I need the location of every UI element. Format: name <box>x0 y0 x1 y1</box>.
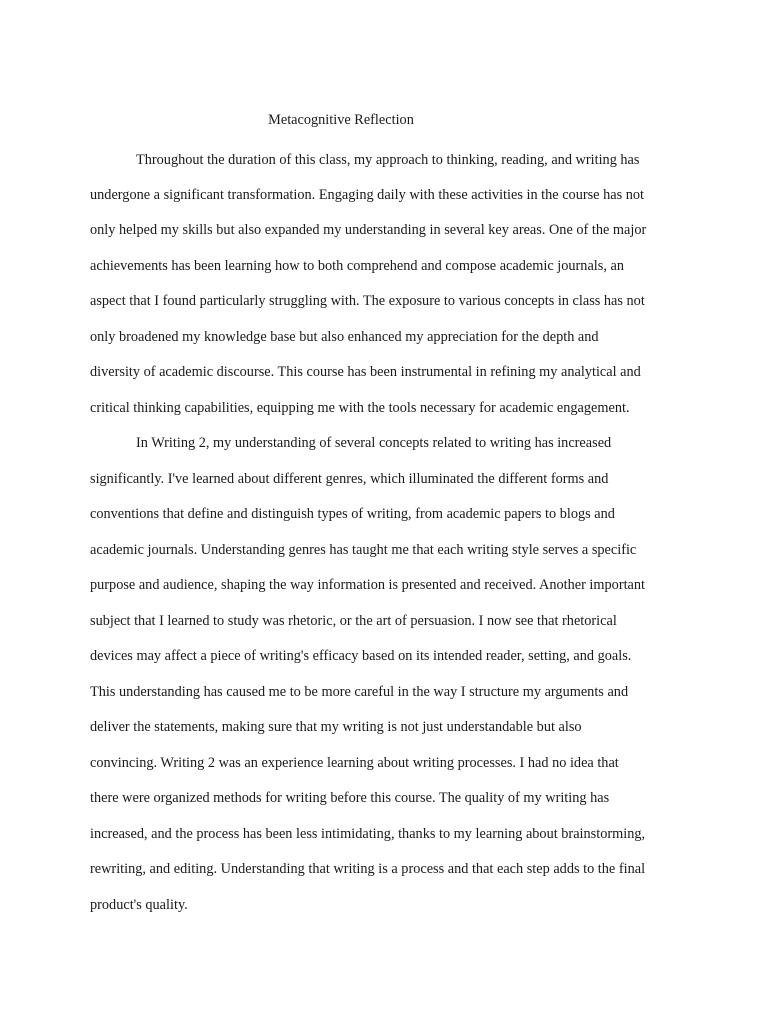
paragraph-2-line-6: subject that I learned to study was rhetoric, or the art of persuasion. I now see that rhetorical <box>90 613 617 629</box>
paragraph-2-line-9: deliver the statements, making sure that my writing is not just understandable but also <box>90 719 582 735</box>
paragraph-2-line-13: rewriting, and editing. Understanding that writing is a process and that each step adds to the final <box>90 861 646 877</box>
paragraph-1-line-5: aspect that I found particularly struggling with. The exposure to various concepts in class has not <box>90 293 645 309</box>
paragraph-2-line-2: significantly. I've learned about different genres, which illuminated the different forms and <box>90 471 609 487</box>
paragraph-2-line-14: product's quality. <box>90 897 188 913</box>
document-title: Metacognitive Reflection <box>268 112 414 128</box>
paragraph-2-line-8: This understanding has caused me to be more careful in the way I structure my arguments and <box>90 684 629 700</box>
paragraph-1-line-2: undergone a significant transformation. Engaging daily with these activities in the course has not <box>90 187 644 203</box>
paragraph-2-line-1: In Writing 2, my understanding of several concepts related to writing has increased <box>136 435 612 451</box>
paragraph-1-line-4: achievements has been learning how to both comprehend and compose academic journals, an <box>90 258 624 274</box>
paragraph-2-line-5: purpose and audience, shaping the way information is presented and received. Another important <box>90 577 646 593</box>
paragraph-1-line-8: critical thinking capabilities, equipping me with the tools necessary for academic engagement. <box>90 400 630 416</box>
paragraph-2-line-10: convincing. Writing 2 was an experience learning about writing processes. I had no idea that <box>90 755 619 771</box>
paragraph-1-line-3: only helped my skills but also expanded my understanding in several key areas. One of the major <box>90 222 647 238</box>
paragraph-1-line-1: Throughout the duration of this class, my approach to thinking, reading, and writing has <box>136 152 640 168</box>
paragraph-2-line-7: devices may affect a piece of writing's efficacy based on its intended reader, setting, and goals. <box>90 648 632 664</box>
paragraph-2-line-3: conventions that define and distinguish types of writing, from academic papers to blogs and <box>90 506 615 522</box>
paragraph-1-line-6: only broadened my knowledge base but also enhanced my appreciation for the depth and <box>90 329 599 345</box>
paragraph-1-line-7: diversity of academic discourse. This course has been instrumental in refining my analytical and <box>90 364 641 380</box>
paragraph-2-line-12: increased, and the process has been less intimidating, thanks to my learning about brainstorming, <box>90 826 646 842</box>
paragraph-2-line-4: academic journals. Understanding genres has taught me that each writing style serves a specific <box>90 542 637 558</box>
paragraph-2-line-11: there were organized methods for writing before this course. The quality of my writing has <box>90 790 610 806</box>
